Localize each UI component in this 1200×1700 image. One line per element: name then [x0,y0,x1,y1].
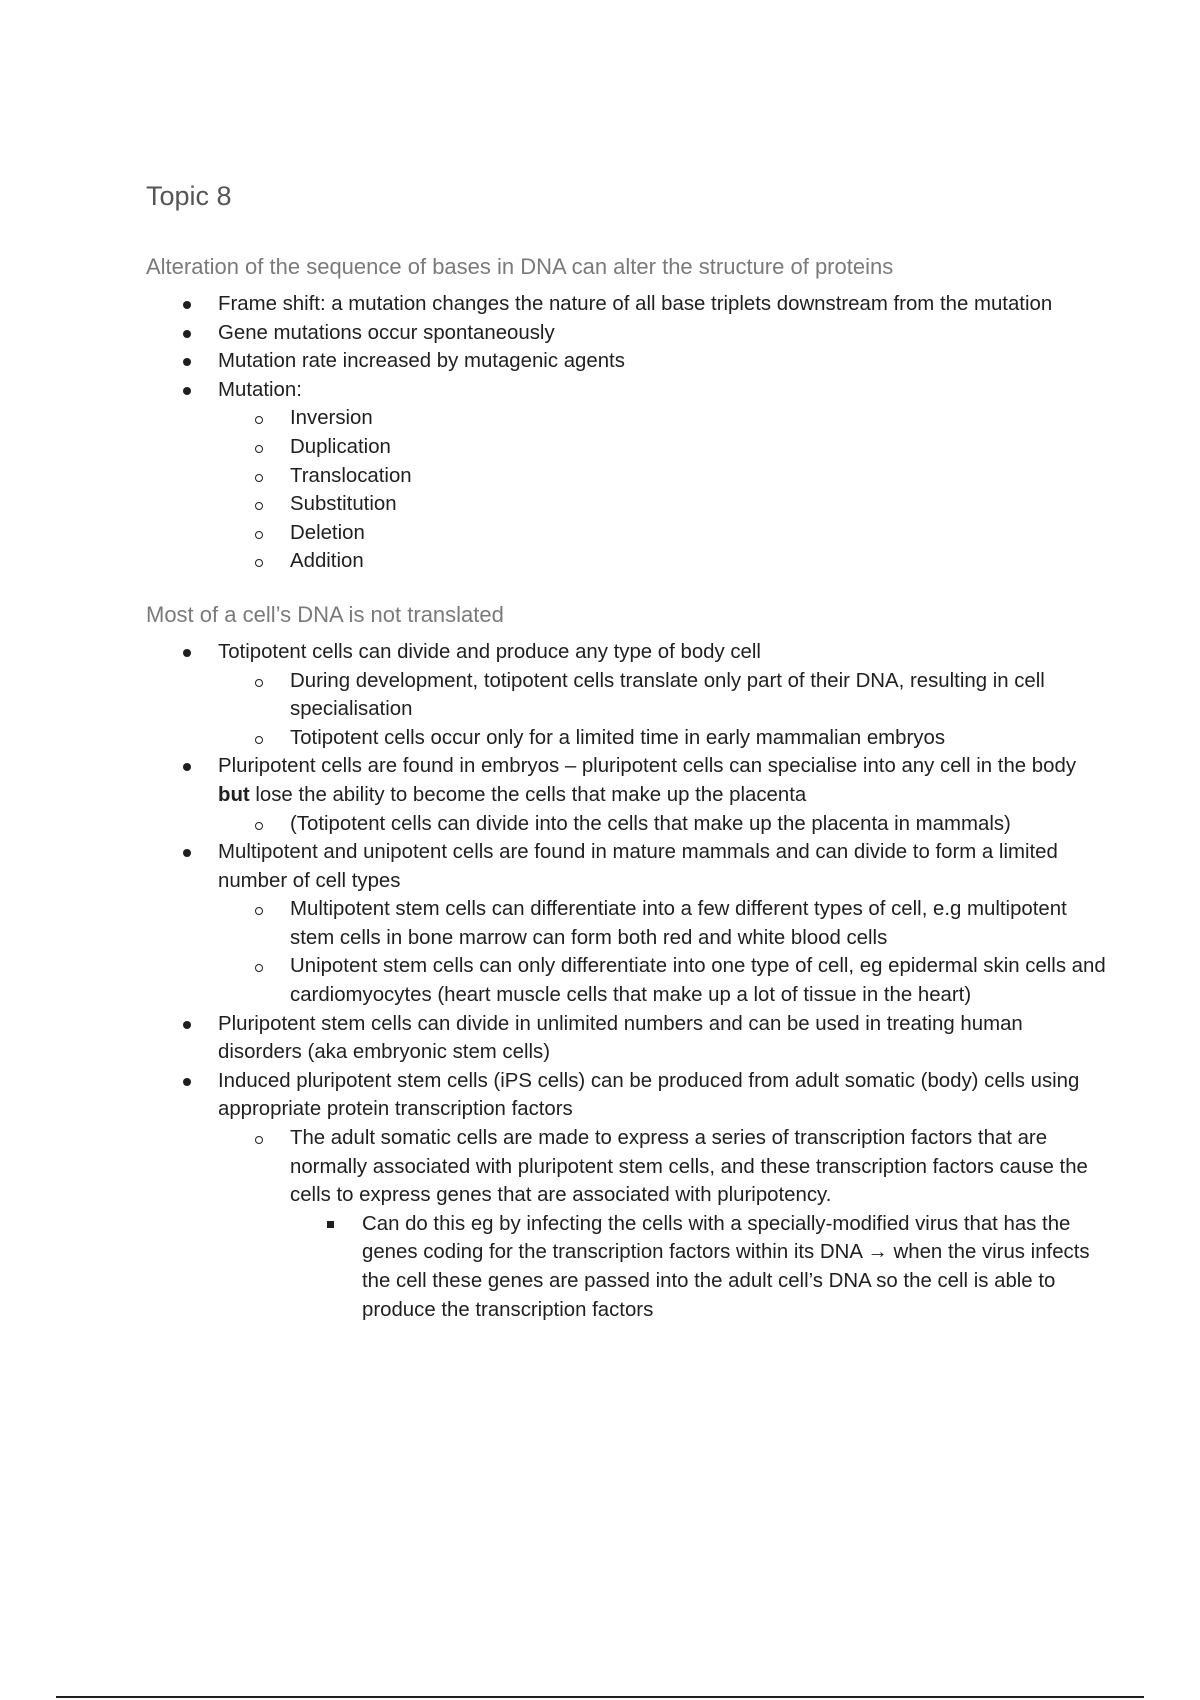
mutations-list [146,290,1106,576]
totipotent-sublist [218,667,1106,753]
list-item [146,1010,1106,1067]
mutation-types-list [218,404,1106,576]
list-item-text [218,752,1106,809]
document-content [146,172,1106,1324]
list-item-text: Mutation rate increased by mutagenic agents [218,350,625,373]
list-item-text: Can do this eg by infecting the cells with a specially-modified virus that has the genes coding for the transcription factors within its DNA → when the virus infects the cell these genes are passed into the adult cell’s DNA so the cell is able to produce the transcription factors [362,1212,1090,1321]
list-item [146,752,1106,838]
list-item [218,433,1106,462]
document-title: Topic 8 [146,181,232,211]
list-item-text: Gene mutations occur spontaneously [218,321,555,344]
list-item-text: Multipotent stem cells can differentiate into a few different types of cell, e.g multipotent stem cells in bone marrow can form both red and white blood cells [290,898,1067,949]
stem-cells-list [146,638,1106,1324]
list-item-text: Totipotent cells occur only for a limited time in early mammalian embryos [290,726,946,749]
list-item-text: Totipotent cells can divide and produce any type of body cell [218,640,761,663]
list-item-text: The adult somatic cells are made to express a series of transcription factors that are normally associated with pluripotent stem cells, and these transcription factors cause the cells to express genes that are associated with pluripotency. [290,1127,1088,1207]
list-item [218,547,1106,576]
list-item-text: Inversion [290,407,373,430]
ips-subsublist [290,1210,1106,1324]
list-item-text: Induced pluripotent stem cells (iPS cells) can be produced from adult somatic (body) cells using appropriate protein transcription factors [218,1069,1080,1121]
list-item [218,667,1106,724]
list-item [218,490,1106,519]
list-item-text: During development, totipotent cells translate only part of their DNA, resulting in cell specialisation [290,669,1045,721]
list-item-text: Mutation: [218,378,302,401]
bottom-divider [56,1696,1144,1698]
list-item [146,290,1106,319]
list-item-text: (Totipotent cells can divide into the cells that make up the placenta in mammals) [290,812,1011,835]
multipotent-sublist [218,895,1106,1009]
list-item-text: Unipotent stem cells can only differentiate into one type of cell, eg epidermal skin cells and cardiomyocytes (heart muscle cells that make up a lot of tissue in the heart) [290,955,1106,1007]
ips-sublist [218,1124,1106,1324]
list-item-text: Multipotent and unipotent cells are found in mature mammals and can divide to form a limited number of cell types [218,841,1058,892]
list-item [146,838,1106,1010]
list-item-text: Pluripotent stem cells can divide in unlimited numbers and can be used in treating human disorders (aka embryonic stem cells) [218,1012,1023,1064]
list-item [146,376,1106,576]
text-segment: lose the ability to become the cells that make up the placenta [249,783,807,806]
list-item [218,404,1106,433]
list-item [218,895,1106,952]
list-item-text: Duplication [290,435,391,458]
list-item [146,1067,1106,1324]
list-item [218,952,1106,1009]
pluripotent-sublist [218,810,1106,839]
section-heading-dna-translation: Most of a cell’s DNA is not translated [146,601,504,627]
list-item [290,1210,1106,1324]
list-item [218,519,1106,548]
section-heading-mutations: Alteration of the sequence of bases in DNA can alter the structure of proteins [146,254,894,279]
bold-text: but [218,783,250,806]
list-item-text: Deletion [290,521,365,544]
list-item-text: Frame shift: a mutation changes the nature of all base triplets downstream from the mutation [218,293,1053,315]
list-item-text: Translocation [290,464,412,487]
list-item [218,810,1106,839]
list-item [146,347,1106,376]
text-segment: Pluripotent cells are found in embryos – pluripotent cells can specialise into any cell in the body [218,755,1077,778]
list-item [146,319,1106,348]
list-item [218,1124,1106,1324]
list-item-text: Addition [290,550,364,573]
list-item-text: Substitution [290,493,397,516]
list-item [218,724,1106,753]
list-item [146,638,1106,752]
list-item [218,462,1106,491]
